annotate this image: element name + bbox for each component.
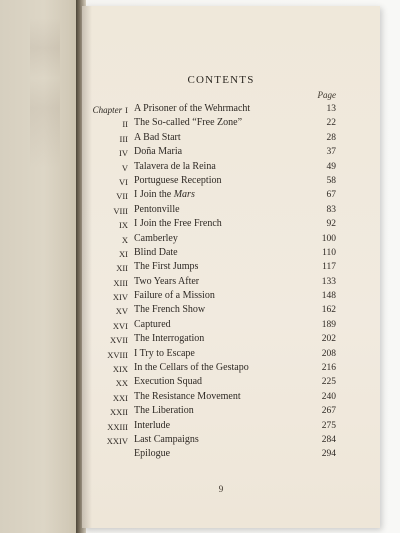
chapter-title-text: The So-called “Free Zone” (134, 117, 243, 129)
toc-entry (0, 448, 400, 462)
page-ref: 117 (322, 262, 336, 273)
chapter-title-text: Blind Date (134, 246, 178, 258)
toc-entry (0, 391, 400, 405)
page-ref: 92 (326, 219, 336, 230)
chapter-title (134, 247, 178, 258)
page-ref: 58 (326, 175, 336, 186)
toc-entry (0, 276, 400, 290)
chapter-title-text: I Try to Escape (134, 347, 195, 359)
chapter-numeral: X (121, 234, 128, 245)
chapter-title (134, 362, 249, 373)
page-ref: 49 (326, 161, 336, 172)
chapter-number (88, 235, 128, 245)
chapter-number (88, 163, 128, 173)
chapter-title-text: The French Show (134, 304, 206, 316)
chapter-title-text: I Join the (134, 189, 174, 201)
chapter-title-text: Camberley (134, 232, 178, 244)
chapter-numeral: VIII (113, 205, 128, 216)
chapter-numeral: XX (115, 378, 128, 389)
toc-entry (0, 233, 400, 247)
chapter-title (134, 290, 215, 301)
page-ref: 294 (321, 449, 336, 460)
chapter-numeral: XIX (112, 364, 128, 375)
contents-heading: CONTENTS (187, 74, 255, 86)
chapter-numeral: XI (119, 248, 128, 259)
chapter-title (134, 391, 241, 402)
chapter-number (88, 378, 128, 388)
chapter-number (88, 436, 128, 446)
toc-entry (0, 189, 400, 203)
chapter-number (88, 177, 128, 187)
toc-entry (0, 348, 400, 362)
chapter-numeral: XVII (110, 335, 128, 346)
page-ref: 28 (326, 132, 336, 143)
table-of-contents (0, 103, 400, 463)
toc-entry (0, 333, 400, 347)
chapter-number (88, 105, 128, 115)
chapter-title (134, 376, 202, 387)
chapter-title-text: Doña Maria (134, 146, 183, 158)
chapter-numeral: XII (116, 263, 128, 274)
chapter-number (88, 335, 128, 345)
toc-entry (0, 161, 400, 175)
chapter-numeral: XXII (110, 407, 128, 418)
chapter-title-text: The Liberation (134, 405, 194, 417)
page-ref: 240 (321, 391, 336, 402)
chapter-title-text: The Interrogation (134, 333, 205, 345)
chapter-title (134, 420, 170, 431)
chapter-number (88, 364, 128, 374)
toc-entry (0, 247, 400, 261)
chapter-numeral: XXIII (107, 421, 128, 432)
toc-entry (0, 218, 400, 232)
chapter-number (88, 249, 128, 259)
chapter-title (134, 233, 178, 244)
chapter-number (88, 206, 128, 216)
page-ref: 162 (321, 305, 336, 316)
chapter-numeral: V (121, 162, 128, 173)
page-ref: 133 (321, 276, 336, 287)
chapter-title (134, 276, 199, 287)
chapter-number (88, 306, 128, 316)
chapter-title-text: The Resistance Movement (134, 390, 241, 402)
chapter-title (134, 448, 170, 459)
chapter-numeral: XVIII (107, 349, 128, 360)
chapter-number (88, 422, 128, 432)
chapter-numeral: VI (119, 176, 128, 187)
chapter-number (88, 321, 128, 331)
page-ref: 189 (321, 319, 336, 330)
page-ref: 284 (321, 434, 336, 445)
toc-entry (0, 103, 400, 117)
chapter-numeral: II (122, 119, 128, 130)
toc-entry (0, 376, 400, 390)
chapter-number (88, 191, 128, 201)
chapter-number (88, 393, 128, 403)
chapter-title-text: A Prisoner of the Wehrmacht (134, 103, 251, 114)
chapter-title-text: Interlude (134, 419, 171, 431)
page-ref: 83 (326, 204, 336, 215)
page-ref: 202 (321, 334, 336, 345)
chapter-title-text: Epilogue (134, 448, 171, 460)
chapter-number (88, 278, 128, 288)
page-ref: 148 (321, 291, 336, 302)
toc-entry (0, 204, 400, 218)
chapter-number (88, 220, 128, 230)
chapter-numeral: XIII (113, 277, 128, 288)
chapter-number (88, 134, 128, 144)
chapter-title-italic: Mars (173, 189, 195, 201)
chapter-title-text: Failure of a Mission (134, 290, 215, 302)
chapter-numeral: XIV (112, 292, 128, 303)
chapter-title (134, 434, 199, 445)
chapter-title (134, 261, 198, 272)
chapter-numeral: VII (116, 191, 128, 202)
page-ref: 267 (321, 406, 336, 417)
page-ref: 22 (326, 118, 336, 129)
page-ref: 37 (326, 147, 336, 158)
page-ref: 208 (321, 348, 336, 359)
toc-entry (0, 146, 400, 160)
chapter-title (134, 189, 195, 200)
chapter-number (88, 292, 128, 302)
chapter-title-text: Two Years After (134, 275, 200, 287)
toc-entry (0, 304, 400, 318)
page-ref: 13 (326, 104, 336, 114)
page-ref: 67 (326, 190, 336, 201)
chapter-title (134, 146, 182, 157)
chapter-title (134, 304, 205, 315)
chapter-number (88, 148, 128, 158)
chapter-title-text: Portuguese Reception (134, 174, 222, 186)
toc-entry (0, 405, 400, 419)
toc-entry (0, 362, 400, 376)
chapter-number (88, 407, 128, 417)
toc-entry (0, 319, 400, 333)
page-column-label: Page (317, 90, 336, 100)
chapter-title (134, 218, 222, 229)
chapter-title-text: In the Cellars of the Gestapo (134, 362, 249, 374)
chapter-number (88, 119, 128, 129)
page-number: 9 (218, 484, 224, 494)
chapter-title-text: Captured (134, 318, 171, 330)
page-ref: 216 (321, 363, 336, 374)
chapter-title-text: Execution Squad (134, 376, 203, 388)
page-ref: 225 (321, 377, 336, 388)
toc-entry (0, 420, 400, 434)
chapter-number (88, 350, 128, 360)
toc-entry (0, 132, 400, 146)
chapter-numeral: XV (115, 306, 128, 317)
chapter-numeral: IX (119, 220, 128, 231)
chapter-word: Chapter (92, 105, 123, 115)
chapter-title (134, 103, 250, 114)
chapter-title (134, 319, 171, 330)
chapter-title-text: Talavera de la Reina (134, 160, 216, 172)
chapter-title-text: I Join the Free French (134, 218, 222, 230)
chapter-title (134, 117, 242, 128)
chapter-title-text: Last Campaigns (134, 433, 199, 445)
chapter-title (134, 333, 204, 344)
page-ref: 110 (322, 247, 336, 258)
chapter-title (134, 161, 216, 172)
chapter-title (134, 405, 194, 416)
chapter-title-text: A Bad Start (134, 131, 181, 143)
chapter-numeral: XXI (112, 392, 128, 403)
chapter-title (134, 132, 181, 143)
toc-entry (0, 434, 400, 448)
toc-entry (0, 175, 400, 189)
chapter-title (134, 175, 221, 186)
chapter-numeral: III (119, 133, 128, 144)
chapter-title (134, 204, 180, 215)
chapter-numeral: XXIV (106, 435, 128, 446)
chapter-title-text: The First Jumps (134, 261, 199, 273)
chapter-numeral: I (125, 105, 128, 115)
page-ref: 100 (321, 233, 336, 244)
chapter-title (134, 348, 195, 359)
toc-entry (0, 117, 400, 131)
chapter-number (88, 263, 128, 273)
chapter-title-text: Pentonville (134, 203, 180, 215)
toc-entry (0, 261, 400, 275)
chapter-numeral: IV (119, 148, 128, 159)
page-ref: 275 (321, 420, 336, 431)
toc-entry (0, 290, 400, 304)
chapter-numeral: XVI (112, 320, 128, 331)
